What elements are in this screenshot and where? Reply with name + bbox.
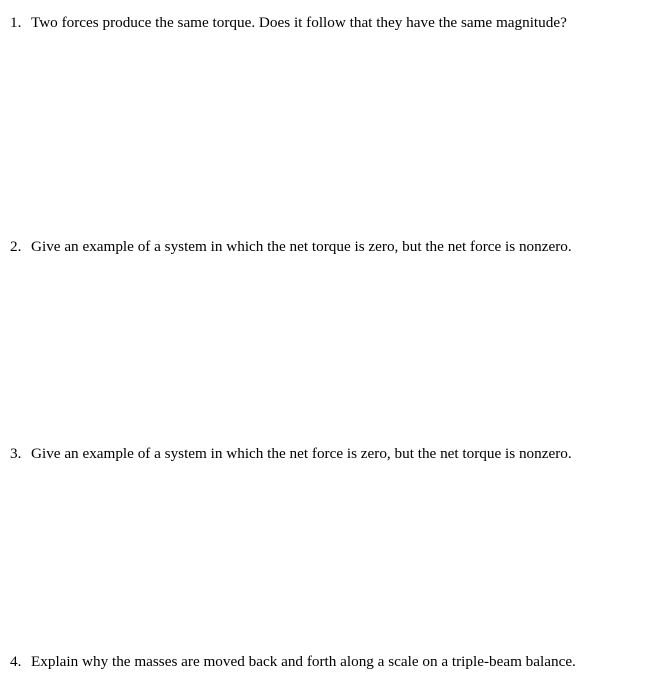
question-number: 1. [10, 14, 22, 31]
question-text: Explain why the masses are moved back and forth along a scale on a triple-beam balance. [31, 653, 576, 670]
question-2 [10, 237, 572, 257]
question-number: 3. [10, 445, 22, 462]
question-text: Give an example of a system in which the net force is zero, but the net torque is nonzero. [31, 445, 572, 462]
question-text: Give an example of a system in which the net torque is zero, but the net force is nonzero. [31, 238, 572, 255]
question-3 [10, 444, 572, 464]
question-number: 4. [10, 653, 22, 670]
question-number: 2. [10, 238, 22, 255]
question-text: Two forces produce the same torque. Does it follow that they have the same magnitude? [31, 14, 567, 31]
question-4 [10, 652, 576, 672]
question-1 [10, 13, 567, 33]
